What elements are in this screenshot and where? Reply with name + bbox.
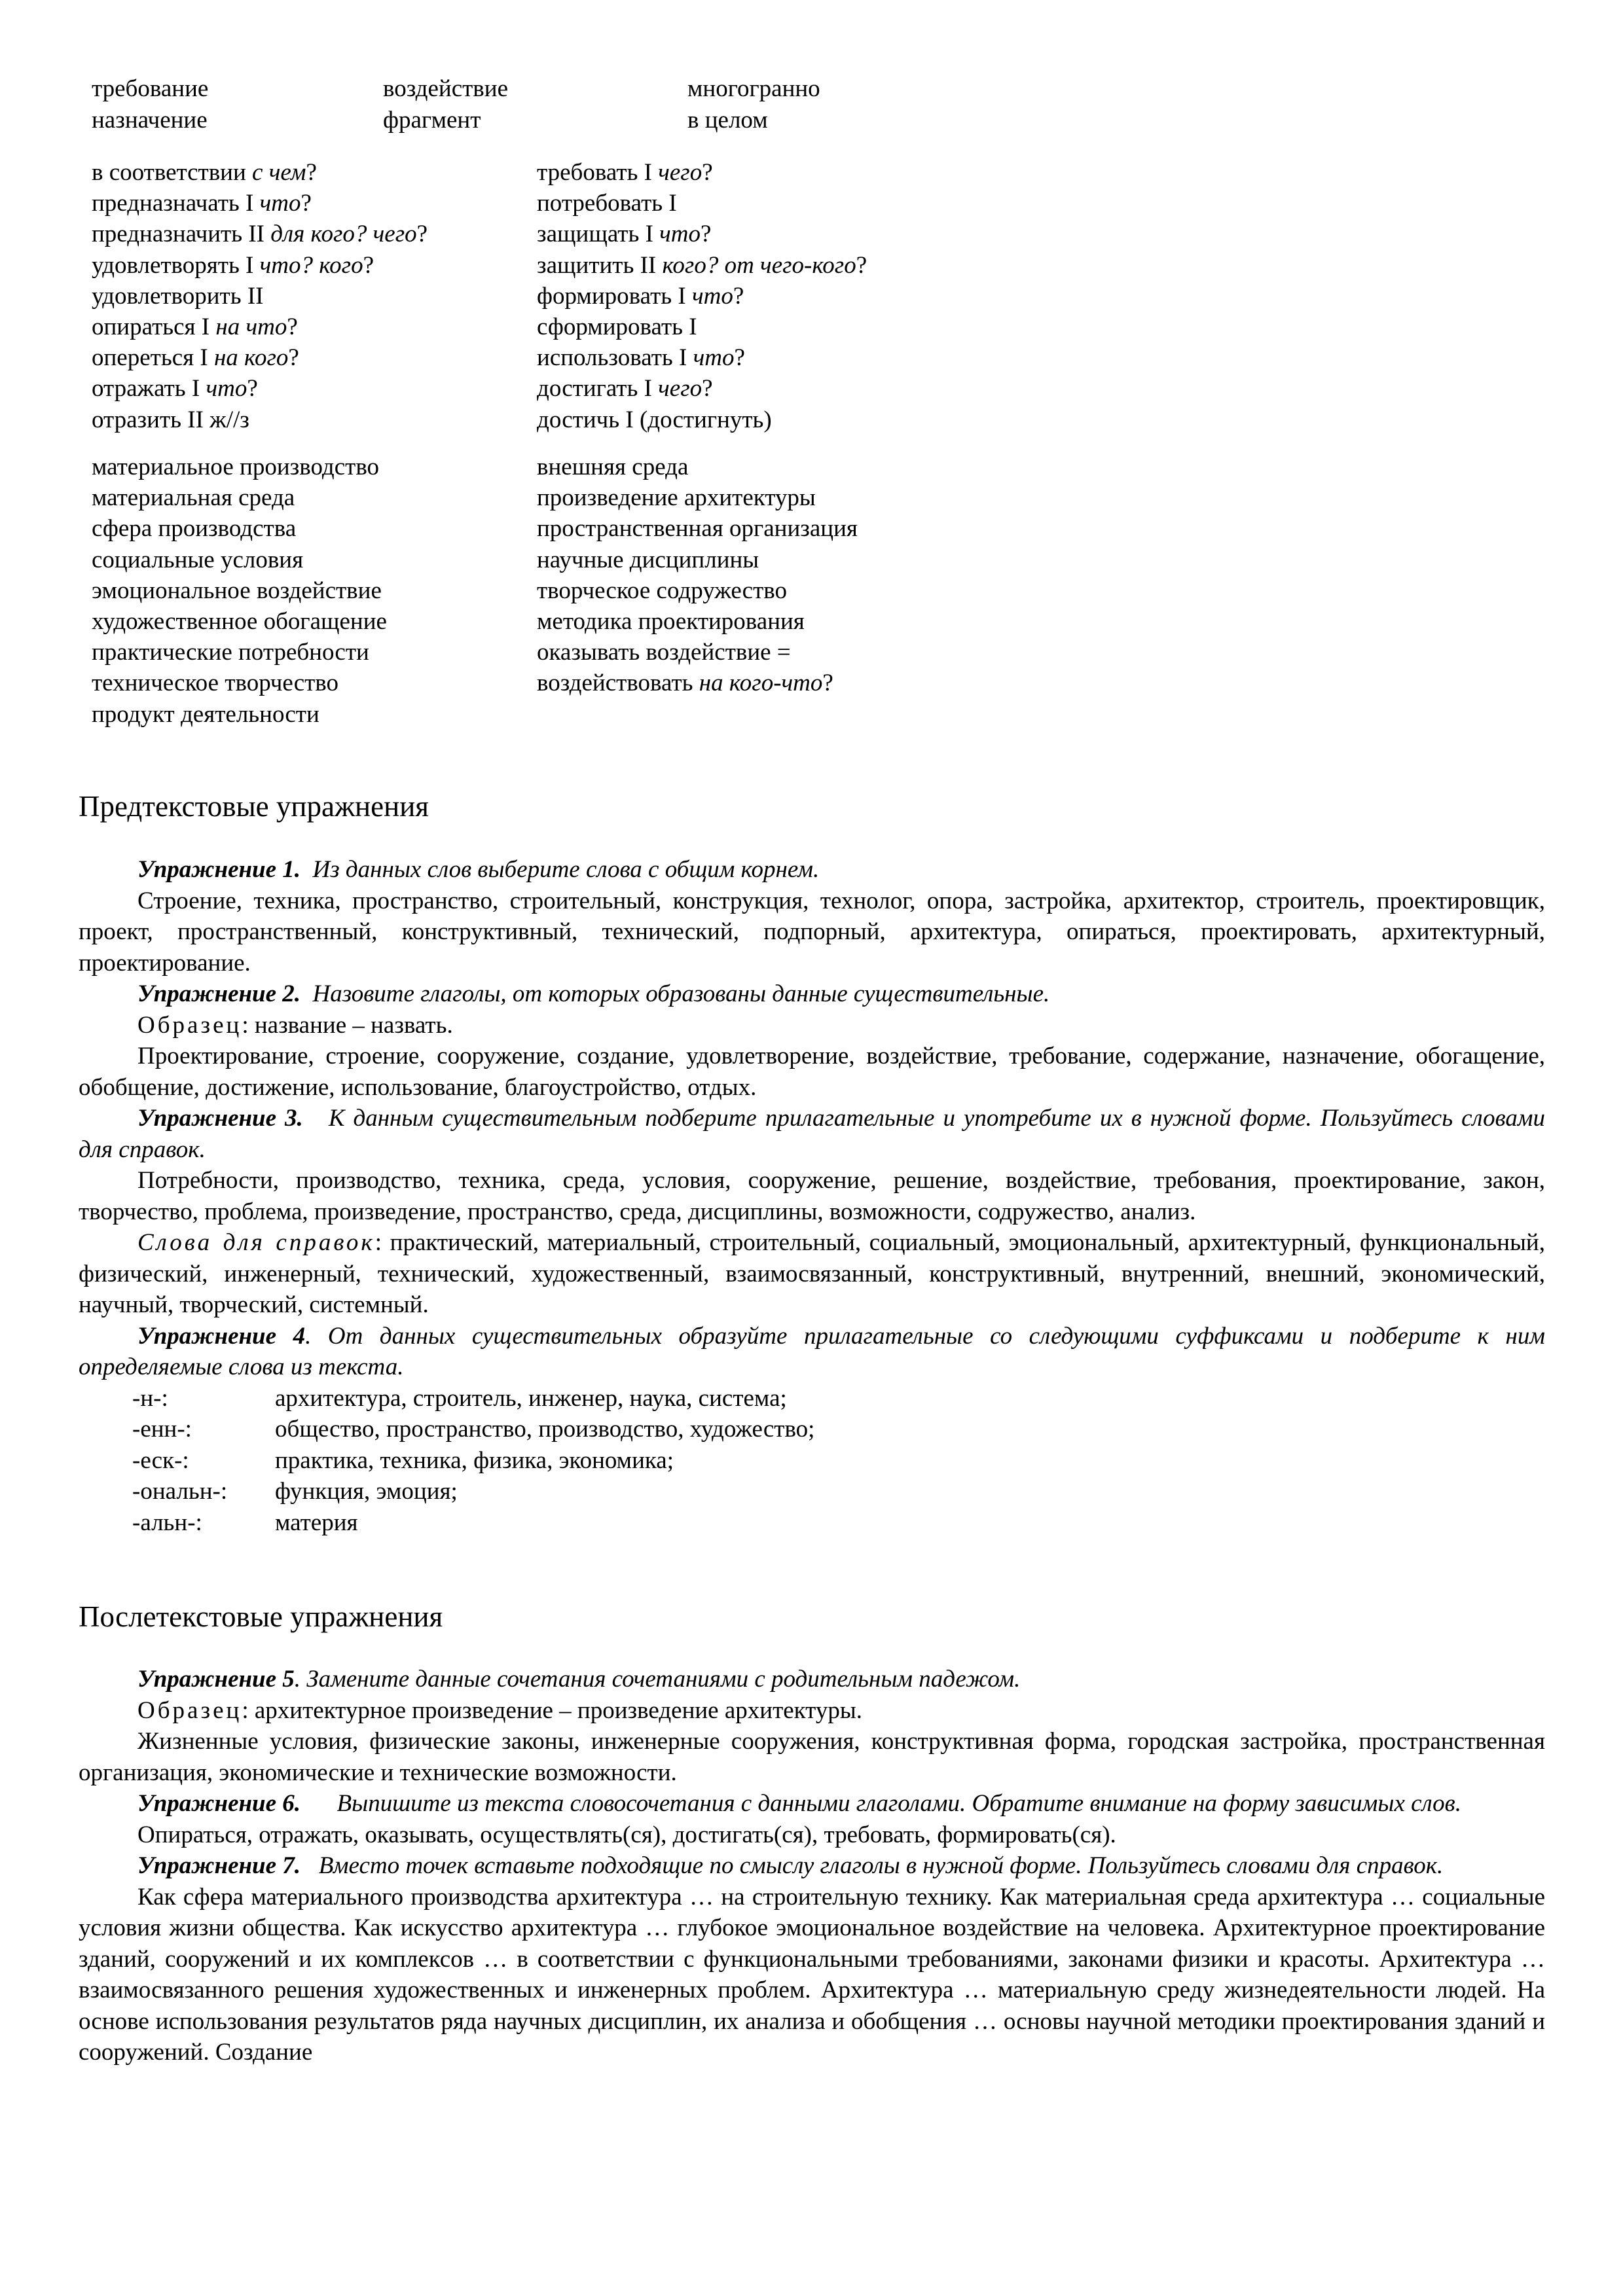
phrase-entry: продукт деятельности — [92, 700, 319, 728]
phrases-right-col — [537, 452, 858, 699]
verb-entry: достичь I (достигнуть) — [537, 406, 772, 433]
phrases-left-col — [92, 452, 387, 730]
phrase-entry: пространственная организация — [537, 515, 858, 543]
phrase-entry: оказывать воздействие = — [537, 639, 791, 666]
suffix-row: -енн-: общество, пространство, производство, художество; — [132, 1416, 815, 1443]
pretext-heading: Предтекстовые упражнения — [79, 790, 429, 823]
phrase-entry: методика проектирования — [537, 608, 805, 636]
verb-entry: удовлетворять I что? кого? — [92, 251, 374, 279]
verb-entry: защитить II кого? от чего-кого? — [537, 251, 867, 279]
vocab-word: воздействие — [383, 75, 508, 102]
vocab-word: многогранно — [687, 75, 820, 102]
pretext-exercises — [79, 854, 1545, 1538]
vocab-col-1 — [92, 73, 208, 136]
exercise-2-body: Проектирование, строение, сооружение, создание, удовлетворение, воздействие, требование, содержание, назначение, обогащение, обобщение, достижение, использование, благоустройство, отдых. — [79, 1043, 1545, 1101]
vocab-word: фрагмент — [383, 107, 481, 134]
phrase-entry: творческое содружество — [537, 577, 787, 604]
suffix-row: -ональн-: функция, эмоция; — [132, 1478, 458, 1505]
exercise-1-body: Строение, техника, пространство, строительный, конструкция, технолог, опора, застройка, архитектор, строитель, проектировщик, проект, пространственный, конструктивный, технический, подпорный, архитектура, опираться, проектировать, архитектурный, проектирование. — [79, 887, 1545, 977]
exercise-3-reference: Слова для справок: практический, материальный, строительный, социальный, эмоциональный, архитектурный, функциональный, физический, инженерный, технический, художественный, взаимосвязанный, конструктивный, внутренний, внешний, экономический, научный, творческий, системный. — [79, 1229, 1545, 1318]
phrase-entry: техническое творчество — [92, 670, 339, 697]
exercise-3-title: Упражнение 3. К данным существительным подберите прилагательные и употребите их в нужной форме. Пользуйтесь словами для справок. — [79, 1105, 1545, 1163]
phrase-entry: сфера производства — [92, 515, 297, 543]
exercise-2-title: Упражнение 2. Назовите глаголы, от которых образованы данные существительные. — [137, 980, 1050, 1007]
verbs-right-col — [537, 157, 867, 435]
verb-entry: формировать I что? — [537, 282, 744, 310]
exercise-5-title: Упражнение 5. Замените данные сочетания сочетаниями с родительным падежом. — [137, 1666, 1021, 1693]
verb-entry: предназначать I что? — [92, 190, 312, 217]
posttext-heading: Послетекстовые упражнения — [79, 1600, 443, 1633]
verb-entry: удовлетворить II — [92, 282, 264, 310]
exercise-5-sample: Образец: архитектурное произведение – произведение архитектуры. — [137, 1696, 862, 1724]
vocab-col-2 — [383, 73, 508, 136]
exercise-6-title: Упражнение 6. Выпишите из текста словосочетания с данными глаголами. Обратите внимание на форму зависимых слов. — [137, 1790, 1461, 1817]
vocab-word: в целом — [687, 107, 768, 134]
suffix-row: -альн-: материя — [132, 1509, 358, 1536]
exercise-2-sample: Образец: название – назвать. — [137, 1011, 453, 1039]
verb-entry: опираться I на что? — [92, 314, 298, 341]
phrase-entry: художественное обогащение — [92, 608, 387, 636]
phrase-entry: материальное производство — [92, 454, 380, 480]
suffix-row: -н-: архитектура, строитель, инженер, наука, система; — [132, 1384, 787, 1412]
phrase-entry: воздействовать на кого-что? — [537, 670, 833, 697]
suffix-list — [79, 1383, 1545, 1539]
verb-entry: отражать I что? — [92, 375, 258, 403]
phrase-entry: материальная среда — [92, 484, 295, 512]
phrase-entry: внешняя среда — [537, 454, 689, 480]
verb-entry: отразить II ж//з — [92, 406, 249, 433]
vocab-word: требование — [92, 75, 209, 102]
verbs-left-col — [92, 157, 428, 435]
verb-entry: достигать I чего? — [537, 375, 713, 403]
exercise-1-title: Упражнение 1. Из данных слов выберите слова с общим корнем. — [137, 856, 820, 883]
exercise-7-title: Упражнение 7. Вместо точек вставьте подходящие по смыслу глаголы в нужной форме. Пользуйтесь словами для справок. — [137, 1852, 1444, 1879]
phrase-entry: научные дисциплины — [537, 546, 759, 573]
vocab-word: назначение — [92, 107, 208, 134]
verb-entry: защищать I что? — [537, 221, 712, 248]
verb-entry: предназначить II для кого? чего? — [92, 221, 428, 248]
suffix-row: -еск-: практика, техника, физика, экономика; — [132, 1446, 674, 1474]
phrase-entry: практические потребности — [92, 639, 369, 666]
exercise-3-body: Потребности, производство, техника, среда, условия, сооружение, решение, воздействие, требования, проектирование, закон, творчество, проблема, произведение, пространство, среда, дисциплины, возможности, содружество, анализ. — [79, 1167, 1545, 1225]
verb-entry: сформировать I — [537, 314, 697, 341]
exercise-4-title: Упражнение 4. От данных существительных образуйте прилагательные со следующими суффиксами и подберите к ним определяемые слова из текста. — [79, 1322, 1545, 1380]
phrase-entry: эмоциональное воздействие — [92, 577, 382, 604]
exercise-6-body: Опираться, отражать, оказывать, осуществлять(ся), достигать(ся), требовать, формировать(ся). — [137, 1821, 1116, 1848]
exercise-5-body: Жизненные условия, физические законы, инженерные сооружения, конструктивная форма, городская застройка, пространственная организация, экономические и технические возможности. — [79, 1728, 1545, 1786]
verb-entry: в соответствии с чем? — [92, 159, 317, 186]
posttext-exercises — [79, 1664, 1545, 2068]
verb-entry: потребовать I — [537, 190, 677, 217]
phrase-entry: произведение архитектуры — [537, 484, 816, 512]
exercise-7-body: Как сфера материального производства архитектура … на строительную технику. Как материальная среда архитектура … социальные условия жизни общества. Как искусство архитектура … глубокое эмоциональное воздействие на человека. Архитектурное проектирование зданий, сооружений и их комплексов … в соответствии с функциональными требованиями, законами физики и красоты. Архитектура … взаимосвязанного решения художественных и инженерных проблем. Архитектура … материальную среду жизнедеятельности людей. На основе использования результатов ряда научных дисциплин, их анализа и обобщения … основы научной методики проектирования зданий и сооружений. Создание — [79, 1883, 1545, 2066]
phrase-entry: социальные условия — [92, 546, 304, 573]
vocab-col-3 — [687, 73, 820, 136]
verb-entry: опереться I на кого? — [92, 344, 299, 372]
verb-entry: использовать I что? — [537, 344, 745, 372]
verb-entry: требовать I чего? — [537, 159, 713, 186]
